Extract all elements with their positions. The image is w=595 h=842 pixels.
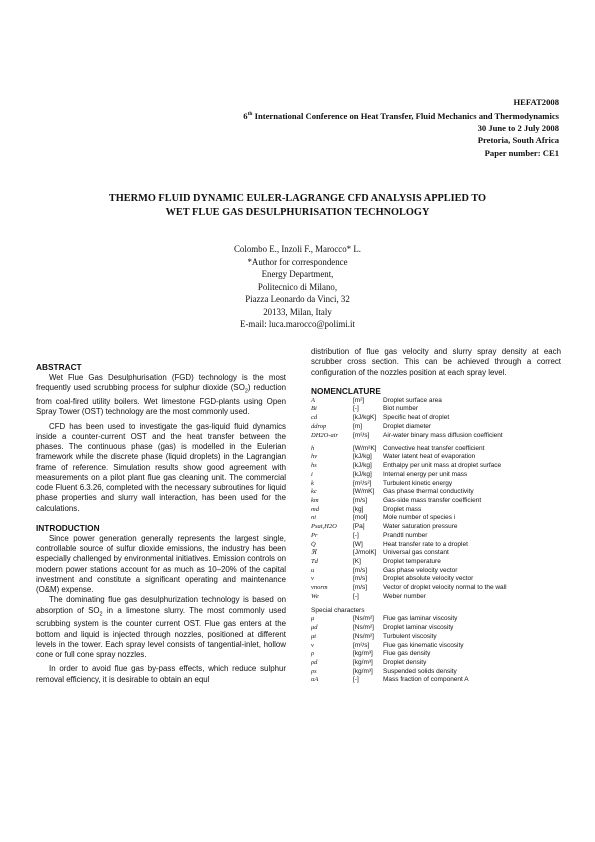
nomenclature-row [311,480,561,489]
nomenclature-row [311,397,561,406]
nomenclature-unit: [Ns/m²] [353,615,374,623]
nomenclature-unit: [kg/m³] [353,658,373,666]
nomenclature-unit: [m²/s²] [353,479,372,487]
nomenclature-unit: [m] [353,422,363,430]
abstract-p1-part-a: Wet Flue Gas Desulphurisation (FGD) technology is the most frequently used scrubbing process for sulphur dioxide (SO [36,373,286,393]
abstract-p1-part-b: ) reduction from coal-fired utility boilers. Wet limestone FGD-plants using Open Spray Tower (OST) technology are the most commonly used. [36,383,286,417]
nomenclature-heading: NOMENCLATURE [311,385,381,396]
left-column [36,362,286,685]
nomenclature-desc: Internal energy per unit mass [383,470,468,478]
nomenclature-row [311,523,561,532]
nomenclature-sym: Bi [311,405,317,413]
nomenclature-unit: [-] [353,592,359,600]
nomenclature-row [311,567,561,576]
nomenclature-unit: [W/m²K] [353,444,377,452]
nomenclature-unit: [Pa] [353,523,365,531]
nomenclature-desc: Droplet surface area [383,396,442,404]
nomenclature-sym: We [311,592,319,600]
author-names: Colombo E., Inzoli F., Marocco* L. [234,244,361,254]
nomenclature-desc: Droplet absolute velocity vector [383,575,474,583]
header-line-conference [139,108,559,122]
nomenclature-row [311,642,561,651]
nomenclature-desc: Weber number [383,592,426,600]
nomenclature-desc: Water saturation pressure [383,523,458,531]
intro-paragraph-2 [36,595,286,660]
abstract-paragraph-2: CFD has been used to investigate the gas-liquid fluid dynamics inside a counter-current OST and the heat transfer between the phases. The continuous phase (gas) is modelled in the Eulerian framework while the discrete phase (liquid droplets) in the Lagrangian frame of reference. Simulation results show good agreement with measurements on a pilot plant flue gas cleaning unit. The commercial code Fluent 6.3.26, completed with the necessary subroutines for liquid phase properties and slurry wall interaction, has been used for the calculations. [36,421,286,513]
nomenclature-row [311,497,561,506]
nomenclature-sym: αA [311,676,319,684]
nomenclature-unit: [W] [353,540,363,548]
nomenclature-desc: Water latent heat of evaporation [383,453,476,461]
intro-p2-part-b: in a limestone slurry. The most commonly used scrubbing system is the counter current OST. Flue gas enters at the bottom and liquid is injected through nozzles, positioned at different levels in the tower. Each spray level consists of tangential-inlet, hollow cone or full cone spray nozzles. [36,605,286,660]
nomenclature-desc: Gas-side mass transfer coefficient [383,496,482,504]
nomenclature-row [311,659,561,668]
nomenclature-row [311,453,561,462]
right-column [311,347,561,685]
nomenclature-row [311,676,561,685]
nomenclature-row [311,624,561,633]
abstract-paragraph-1 [36,373,286,418]
header-ordinal: 6 [243,111,248,122]
nomenclature-desc: Suspended solids density [383,667,457,675]
nomenclature-sym: hs [311,462,317,470]
nomenclature-row [311,633,561,642]
nomenclature-unit: [kJ/kg] [353,453,372,461]
nomenclature-sym: md [311,505,319,513]
nomenclature-row [311,462,561,471]
nomenclature-row [311,514,561,523]
nomenclature-row [311,541,561,550]
nomenclature-unit: [Ns/m²] [353,624,374,632]
nomenclature-desc: Droplet density [383,658,427,666]
nomenclature-row [311,549,561,558]
nomenclature-sym: hv [311,453,318,461]
header-conference-name: International Conference on Heat Transfer, Fluid Mechanics and Thermodynamics [252,111,559,122]
nomenclature-unit: [kJ/kg] [353,470,372,478]
nomenclature-sym: ddrop [311,422,327,430]
nomenclature-sym: μd [311,624,318,632]
nomenclature-unit: [Ns/m²] [353,632,374,640]
nomenclature-desc: Specific heat of droplet [383,414,450,422]
nomenclature-sym: cd [311,414,318,422]
nomenclature-unit: [m²/s] [353,641,370,649]
nomenclature-sym: Psat,H2O [311,523,337,531]
abstract-heading: ABSTRACT [36,362,82,372]
nomenclature-sym: km [311,496,319,504]
author-correspondence: *Author for correspondence [247,256,348,267]
nomenclature-desc: Mole number of species i [383,514,456,522]
nomenclature-sym: u [311,566,315,574]
nomenclature-sym: Pr [311,531,318,539]
nomenclature-desc: Mass fraction of component A [383,676,469,684]
nomenclature-row [311,650,561,659]
nomenclature-row [311,506,561,515]
nomenclature-sym: ρ [311,650,315,658]
nomenclature-row [311,575,561,584]
nomenclature-unit: [m/s] [353,584,368,592]
nomenclature-desc: Turbulent viscosity [383,632,437,640]
nomenclature-desc: Droplet temperature [383,557,441,565]
intro-p2-part-a: The dominating flue gas desulphurization technology is based on absorption of SO [36,595,286,615]
nomenclature-unit: [-] [353,405,359,413]
nomenclature-sym: DH2O-air [311,431,339,439]
nomenclature-desc: Droplet laminar viscosity [383,624,454,632]
nomenclature-unit: [J/molK] [353,549,377,557]
header-line-dates: 30 June to 2 July 2008 [477,123,559,134]
special-characters-heading: Special characters [311,607,365,615]
right-intro-continuation: distribution of flue gas velocity and slurry spray density at each scrubber cross section. This can be achieved through a correct configuration of the nozzles position at each spray level. [311,347,561,377]
nomenclature-row [311,558,561,567]
nomenclature-row [311,532,561,541]
nomenclature-unit: [mol] [353,514,368,522]
abstract-p1-subscript: 2 [244,388,248,395]
nomenclature-desc: Biot number [383,405,419,413]
nomenclature-unit: [kg] [353,505,364,513]
nomenclature-desc: Flue gas density [383,650,431,658]
nomenclature-sym: Td [311,557,318,565]
nomenclature-unit: [W/mK] [353,488,375,496]
nomenclature-sym: ρd [311,658,318,666]
nomenclature-unit: [K] [353,557,361,565]
nomenclature-desc: Gas phase thermal conductivity [383,488,474,496]
introduction-heading: INTRODUCTION [36,522,100,533]
nomenclature-desc: Flue gas laminar viscosity [383,615,458,623]
special-characters-table [311,615,561,685]
nomenclature-desc: Vector of droplet velocity normal to the wall [383,584,507,592]
nomenclature-sym: vnorm [311,584,328,592]
nomenclature-row [311,615,561,624]
nomenclature-desc: Droplet diameter [383,422,432,430]
nomenclature-row [311,423,561,432]
nomenclature-row [311,471,561,480]
nomenclature-unit: [-] [353,676,359,684]
nomenclature-unit: [m²] [353,396,365,404]
nomenclature-row [311,414,561,423]
nomenclature-unit: [kg/m³] [353,650,373,658]
nomenclature-table [311,397,561,602]
nomenclature-desc: Flue gas kinematic viscosity [383,641,464,649]
nomenclature-unit: [m²/s] [353,431,370,439]
header-ordinal-suffix: th [247,111,253,118]
author-department: Energy Department, [261,269,334,279]
conference-header [139,96,559,159]
nomenclature-sym: kc [311,488,317,496]
nomenclature-sym: μt [311,632,317,640]
header-line-paper-number: Paper number: CE1 [484,147,559,158]
nomenclature-desc: Universal gas constant [383,549,449,557]
author-city: 20133, Milan, Italy [263,306,332,317]
nomenclature-unit: [-] [353,531,359,539]
paper-title-line-1: THERMO FLUID DYNAMIC EULER-LAGRANGE CFD ANALYSIS APPLIED TO [108,193,487,204]
author-email: E-mail: luca.marocco@polimi.it [240,319,355,329]
nomenclature-sym: ν [311,641,314,649]
nomenclature-sym: μ [311,615,315,623]
nomenclature-sym: ρs [311,667,317,675]
nomenclature-desc: Gas phase velocity vector [383,566,458,574]
nomenclature-unit: [kJ/kgK] [353,414,377,422]
nomenclature-unit: [m/s] [353,496,368,504]
nomenclature-desc: Droplet mass [383,505,422,513]
intro-p2-subscript: 2 [99,611,103,618]
nomenclature-row [311,668,561,677]
intro-paragraph-1: Since power generation generally represents the largest single, controllable source of sulfur dioxide emissions, the industry has been especially challenged by environmental initiatives. Emission controls on modern power stations account for as much as 10–20% of the capital investment and constitute a significant operating and maintenance (O&M) expense. [36,533,286,595]
nomenclature-sym: ni [311,514,317,522]
nomenclature-row [311,593,561,602]
nomenclature-desc: Prandtl number [383,531,428,539]
nomenclature-sym: Q̇ [311,540,316,548]
header-line-hefat: HEFAT2008 [513,97,559,107]
nomenclature-desc: Air-water binary mass diffusion coefficient [383,431,503,439]
nomenclature-unit: [m/s] [353,575,368,583]
nomenclature-desc: Turbulent kinetic energy [383,479,453,487]
nomenclature-desc: Heat transfer rate to a droplet [383,540,468,548]
paper-title-line-2: WET FLUE GAS DESULPHURISATION TECHNOLOGY [165,207,430,218]
intro-paragraph-3: In order to avoid flue gas by-pass effects, which reduce sulphur removal efficiency, it is desirable to obtain an equl [36,664,286,684]
nomenclature-row [311,488,561,497]
nomenclature-row [311,584,561,593]
nomenclature-sym: h [311,444,315,452]
nomenclature-sym: k [311,479,314,487]
nomenclature-desc: Convective heat transfer coefficient [383,444,485,452]
nomenclature-sym: i [311,470,313,478]
nomenclature-sym: A [311,396,315,404]
author-address: Piazza Leonardo da Vinci, 32 [245,294,350,304]
header-line-location: Pretoria, South Africa [477,135,559,146]
author-institution: Politecnico di Milano, [257,281,338,292]
nomenclature-unit: [kJ/kg] [353,462,372,470]
nomenclature-desc: Enthalpy per unit mass at droplet surface [383,462,502,470]
nomenclature-row [311,405,561,414]
author-block [140,243,455,331]
nomenclature-row [311,432,561,441]
nomenclature-unit: [m/s] [353,566,368,574]
nomenclature-unit: [kg/m³] [353,667,373,675]
nomenclature-sym: ℜ [311,549,317,557]
nomenclature-sym: v [311,575,314,583]
paper-title [40,192,555,220]
nomenclature-row [311,445,561,454]
